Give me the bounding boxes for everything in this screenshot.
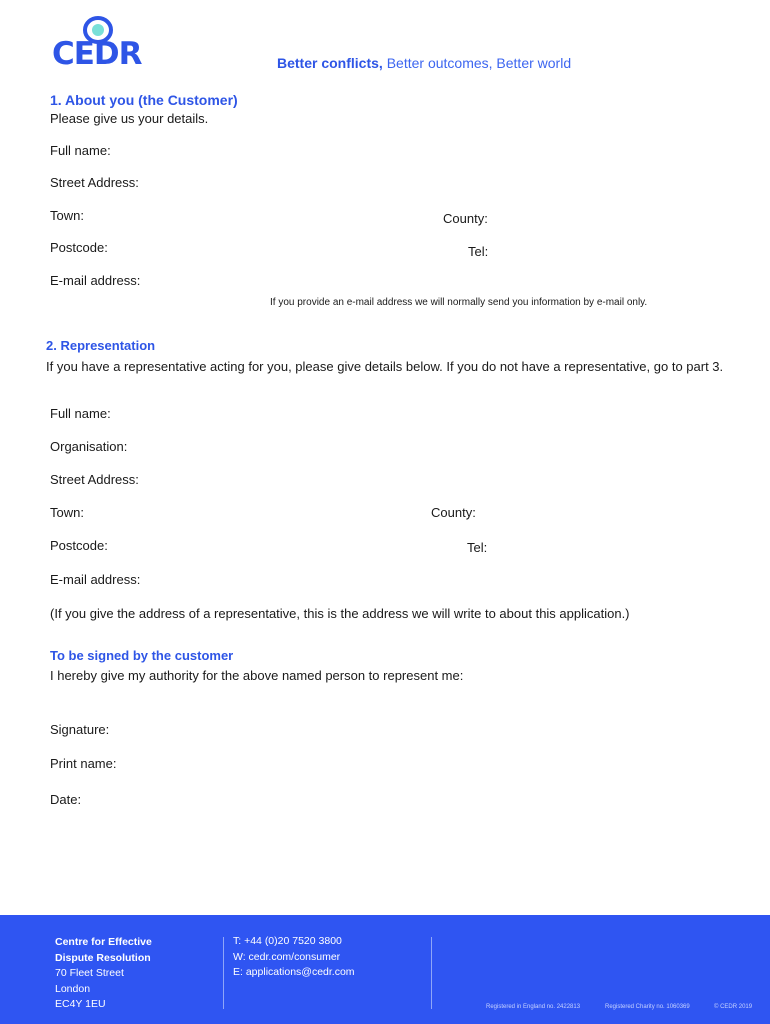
email-note: If you provide an e-mail address we will normally send you information by e-mail only.: [270, 297, 648, 308]
footer-address: [55, 935, 152, 1013]
footer-copyright: © CEDR 2019: [714, 1004, 753, 1010]
signature-field[interactable]: Signature:: [50, 722, 110, 737]
rep-town-field[interactable]: Town:: [50, 505, 84, 520]
rep-tel-field[interactable]: Tel:: [467, 540, 488, 555]
customer-town-field[interactable]: Town:: [50, 208, 84, 223]
logo-text: CEDR: [52, 36, 142, 72]
rep-street-field[interactable]: Street Address:: [50, 472, 139, 487]
section2-intro: If you have a representative acting for you, please give details below. If you do not have a representative, go to part 3.: [46, 359, 724, 374]
section1-intro: Please give us your details.: [50, 111, 209, 126]
customer-county-field[interactable]: County:: [443, 211, 488, 226]
footer-tel: T: +44 (0)20 7520 3800: [233, 935, 342, 947]
footer-addr1: 70 Fleet Street: [55, 967, 124, 979]
rep-email-field[interactable]: E-mail address:: [50, 572, 141, 587]
footer-divider-left: [223, 937, 224, 1009]
section2-heading: 2. Representation: [46, 338, 156, 353]
tagline: [277, 55, 571, 71]
footer-contact: [233, 934, 355, 981]
rep-organisation-field[interactable]: Organisation:: [50, 439, 128, 454]
footer-addr2: London: [55, 982, 91, 995]
authority-statement: I hereby give my authority for the above named person to represent me:: [50, 668, 464, 683]
customer-street-field[interactable]: Street Address:: [50, 175, 139, 190]
customer-full-name-field[interactable]: Full name:: [50, 143, 111, 158]
footer: [0, 915, 770, 1024]
rep-full-name-field[interactable]: Full name:: [50, 406, 111, 421]
address-note: (If you give the address of a representative, this is the address we will write to about this application.): [50, 606, 630, 621]
tagline-rest: Better outcomes, Better world: [382, 55, 572, 71]
footer-addr3: EC4Y 1EU: [55, 998, 106, 1010]
print-name-field[interactable]: Print name:: [50, 756, 117, 771]
customer-tel-field[interactable]: Tel:: [468, 244, 489, 259]
footer-email-link[interactable]: E: applications@cedr.com: [233, 966, 355, 978]
footer-org-line1: Centre for Effective: [55, 936, 152, 948]
footer-org-line2: Dispute Resolution: [55, 951, 151, 964]
rep-county-field[interactable]: County:: [431, 505, 476, 520]
footer-divider-right: [431, 937, 432, 1009]
date-field[interactable]: Date:: [50, 792, 82, 807]
cedr-logo: [52, 16, 148, 74]
customer-email-field[interactable]: E-mail address:: [50, 273, 141, 288]
customer-postcode-field[interactable]: Postcode:: [50, 240, 108, 255]
footer-reg-charity: Registered Charity no. 1060369: [605, 1004, 690, 1010]
rep-postcode-field[interactable]: Postcode:: [50, 538, 108, 553]
signing-heading: To be signed by the customer: [50, 648, 234, 663]
section1-heading: 1. About you (the Customer): [50, 92, 238, 108]
footer-reg-company: Registered in England no. 2422813: [486, 1004, 581, 1010]
tagline-bold: Better conflicts,: [277, 55, 383, 71]
footer-web-link[interactable]: W: cedr.com/consumer: [233, 950, 341, 963]
